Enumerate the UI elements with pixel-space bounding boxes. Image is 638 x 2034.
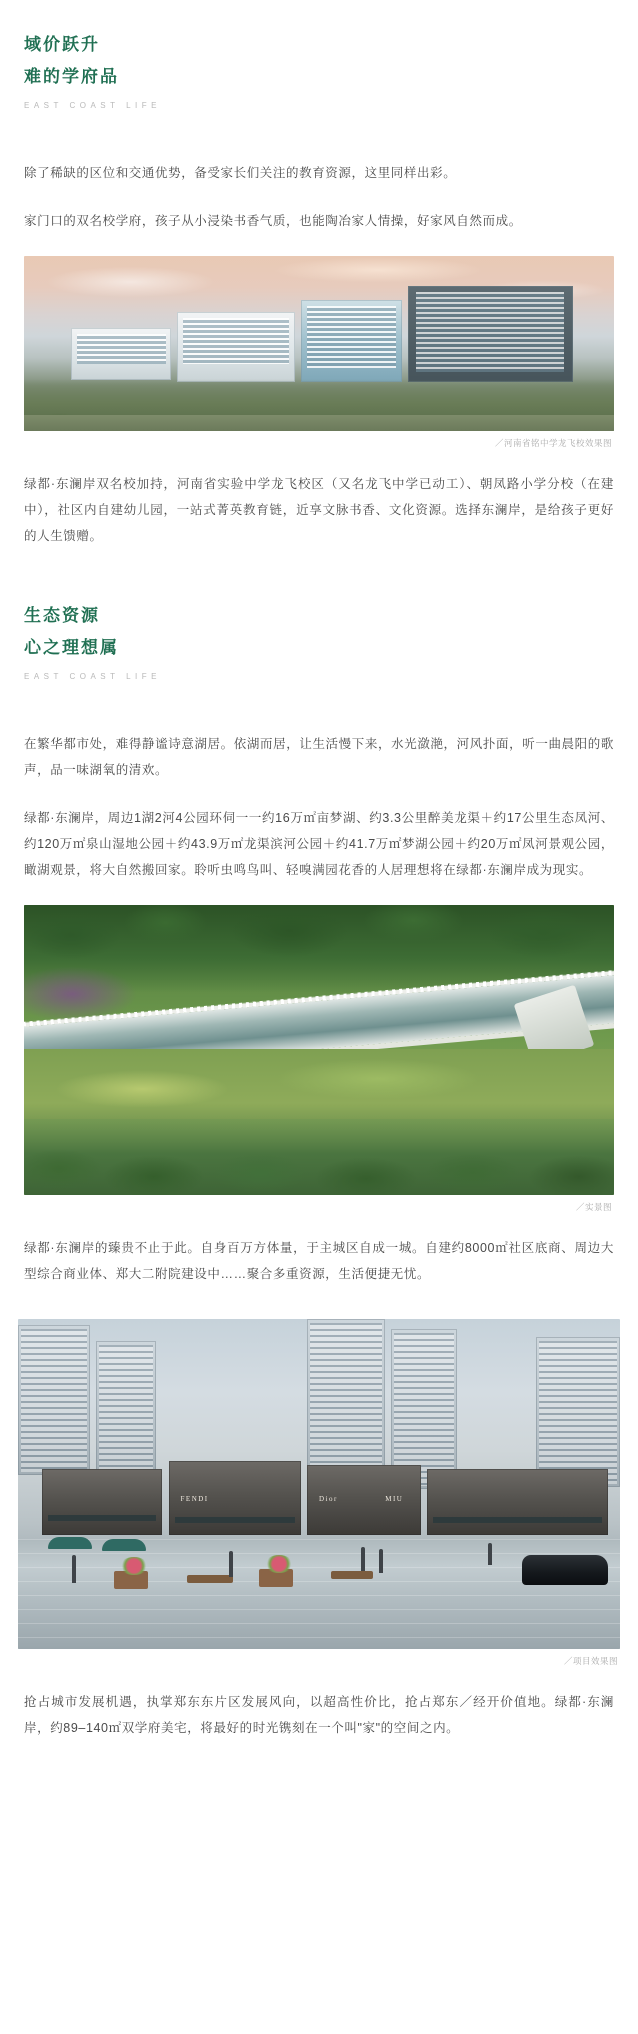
brand-label-1: FENDI [180, 1495, 209, 1503]
residential-tower-3 [307, 1319, 385, 1489]
awning-right [433, 1517, 602, 1523]
patio-umbrella-2 [102, 1539, 146, 1551]
spacer [0, 1217, 638, 1235]
campus-window-band-mid-left [183, 318, 289, 364]
paragraph-closing: 抢占城市发展机遇，执掌郑东东片区发展风向，以超高性价比，抢占郑东／经开价值地。绿都·东澜岸，约89–140㎡双学府美宅，将最好的时光镌刻在一个叫"家"的空间之内。 [24, 1695, 614, 1735]
commercial-street-image [18, 1319, 620, 1649]
heading-line-2: 难的学府品 [24, 67, 119, 86]
awning-left [48, 1515, 156, 1521]
pedestrian-2 [229, 1551, 233, 1577]
bottom-spacer [0, 1763, 638, 1769]
brand-label-3: MIU [385, 1495, 404, 1503]
street-bench-2 [331, 1571, 373, 1579]
campus-window-band-left [77, 334, 166, 364]
figure-river-park [0, 905, 638, 1213]
paragraph-education-3: 绿都·东澜岸双名校加持，河南省实验中学龙飞校区（又名龙飞中学已动工）、朝凤路小学分校（在建中），社区内自建幼儿园，一站式菁英教育链，近享文脉书香、文化资源。选择东澜岸，是给孩子更好的人生馈赠。 [24, 477, 614, 543]
pedestrian-5 [488, 1543, 492, 1565]
street-bench-1 [187, 1575, 233, 1583]
spacer [0, 1671, 638, 1689]
pedestrian-1 [72, 1555, 76, 1583]
paragraph-ecology-1: 在繁华都市处，难得静谧诗意湖居。依湖而居，让生活慢下来，水光潋滟，河风扑面，听一曲晨阳的歌声，品一味湖氧的清欢。 [24, 737, 614, 777]
heading-line-1: 域价跃升 [24, 35, 100, 54]
pedestrian-3 [361, 1547, 365, 1571]
section-heading-education [0, 30, 638, 112]
paragraph-ecology-2: 绿都·东澜岸，周边1湖2河4公园环伺一一约16万㎡亩梦湖、约3.3公里醉美龙渠＋约17公里生态凤河、约120万㎡泉山湿地公园＋约43.9万㎡龙渠滨河公园＋约41.7万㎡梦湖公园＋约20万㎡凤河景观公园，瞰湖观景，将大自然搬回家。聆听虫鸣鸟叫、轻嗅满园花香的人居理想将在绿都·东澜岸成为现实。 [24, 811, 614, 877]
figure-caption-school: ／河南省铭中学龙飞校效果图 [494, 438, 612, 448]
figure-commercial-street [0, 1319, 638, 1667]
campus-window-band-center [307, 306, 396, 368]
river-park-image [24, 905, 614, 1195]
spacer [0, 571, 638, 601]
spacer [0, 1309, 638, 1319]
paragraph-education-1: 除了稀缺的区位和交通优势，备受家长们关注的教育资源，这里同样出彩。 [24, 166, 457, 180]
spacer [0, 130, 638, 160]
awning-center [175, 1517, 295, 1523]
paragraph-education-2: 家门口的双名校学府，孩子从小浸染书香气质，也能陶冶家人情操，好家风自然而成。 [24, 214, 522, 228]
figure-caption-street: ／项目效果图 [563, 1656, 618, 1666]
shopfront-right [427, 1469, 608, 1535]
residential-tower-1 [18, 1325, 90, 1475]
figure-school-rendering [0, 256, 638, 449]
campus-window-band-right [416, 292, 564, 372]
parked-car [522, 1555, 608, 1585]
shopfront-left [42, 1469, 162, 1535]
heading-line-2: 心之理想属 [24, 638, 119, 657]
pedestrian-4 [379, 1549, 383, 1573]
figure-caption-park: ／实景图 [575, 1202, 612, 1212]
spacer [0, 701, 638, 731]
section-heading-ecology [0, 601, 638, 683]
spacer [0, 453, 638, 471]
top-spacer [0, 0, 638, 30]
campus-foreground-ground [24, 415, 614, 431]
patio-umbrella-1 [48, 1537, 92, 1549]
residential-tower-2 [96, 1341, 156, 1475]
heading-english-tagline: EAST COAST LIFE [24, 672, 162, 681]
heading-english-tagline: EAST COAST LIFE [24, 101, 162, 110]
brand-label-2: Dior [319, 1495, 338, 1503]
paragraph-ecology-3: 绿都·东澜岸的臻贵不止于此。自身百万方体量，于主城区自成一城。自建约8000㎡社区底商、周边大型综合商业体、郑大二附院建设中……聚合多重资源，生活便捷无忧。 [24, 1241, 614, 1281]
park-lower-tree-canopy [24, 1103, 614, 1195]
school-rendering-image [24, 256, 614, 431]
heading-line-1: 生态资源 [24, 606, 100, 625]
residential-tower-5 [536, 1337, 620, 1487]
planter-flowers-2 [265, 1555, 293, 1573]
